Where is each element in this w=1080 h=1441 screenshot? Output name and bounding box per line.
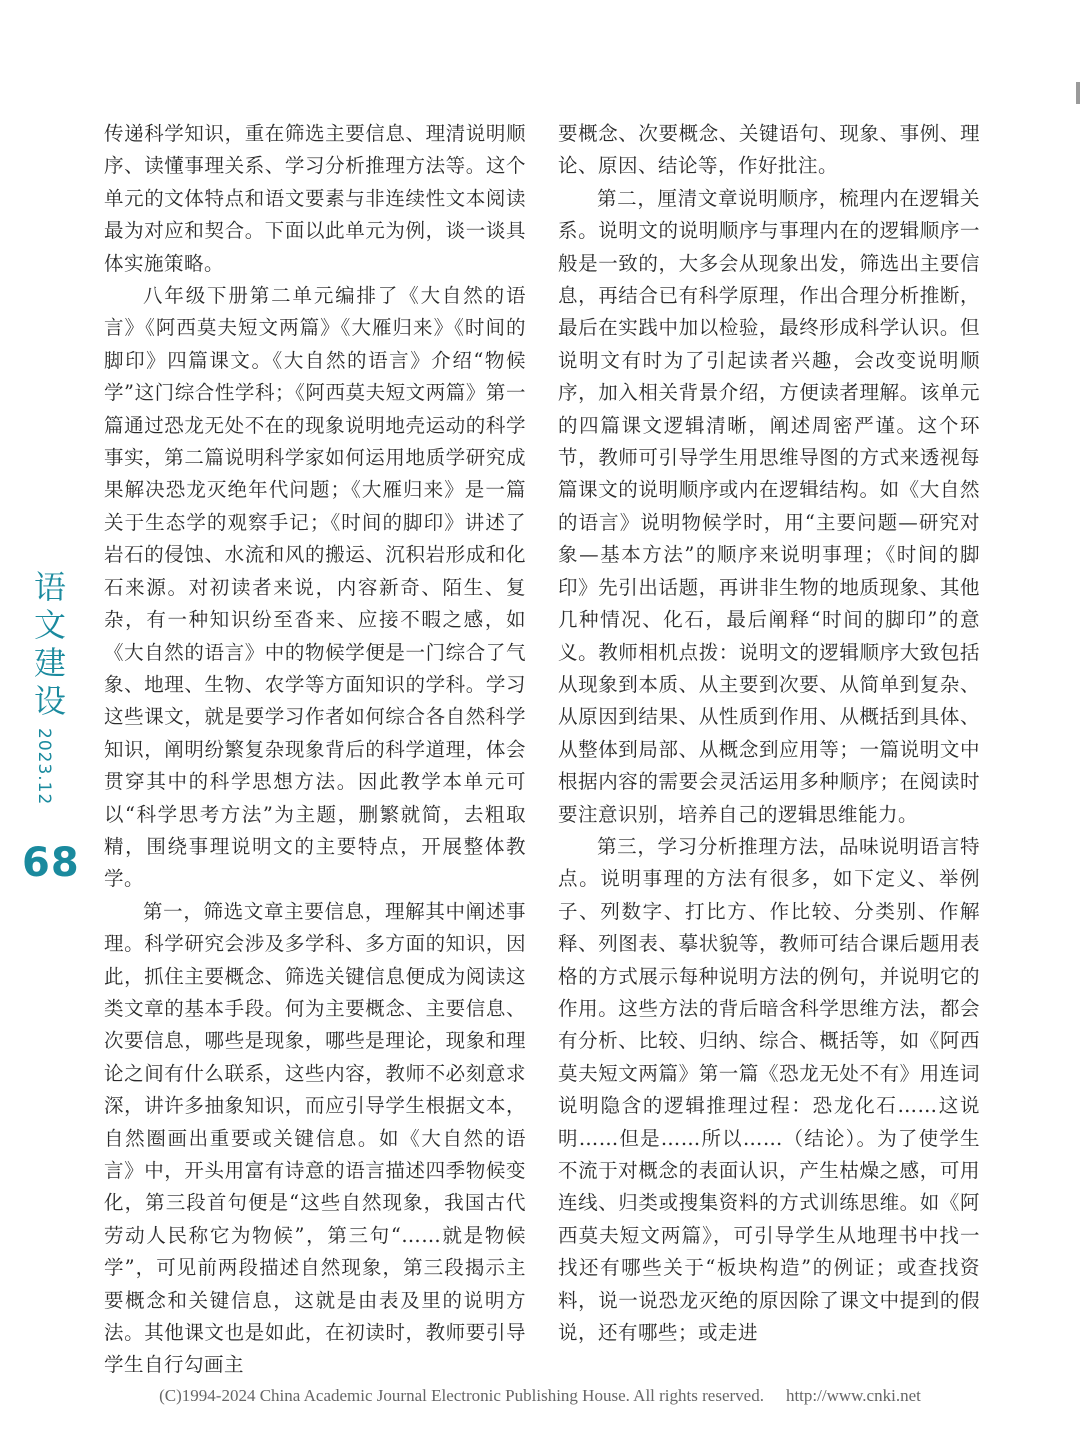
left-column: [104, 118, 526, 1382]
paragraph-unit-overview: 八年级下册第二单元编排了《大自然的语言》《阿西莫夫短文两篇》《大雁归来》《时间的脚印》四篇课文。《大自然的语言》介绍“物候学”这门综合性学科；《阿西莫夫短文两篇》第一篇通过恐龙无处不在的现象说明地壳运动的科学事实，第二篇说明科学家如何运用地质学研究成果解决恐龙灭绝年代问题；《大雁归来》是一篇关于生态学的观察手记；《时间的脚印》讲述了岩石的侵蚀、水流和风的搬运、沉积岩形成和化石来源。对初读者来说，内容新奇、陌生、复杂，有一种知识纷至沓来、应接不暇之感，如《大自然的语言》中的物候学便是一门综合了气象、地理、生物、农学等方面知识的学科。学习这些课文，就是要学习作者如何综合各自然科学知识，阐明纷繁复杂现象背后的科学道理，体会贯穿其中的科学思想方法。因此教学本单元可以“科学思考方法”为主题，删繁就简，去粗取精，围绕事理说明文的主要特点，开展整体教学。: [104, 284, 526, 891]
copyright-text: (C)1994-2024 China Academic Journal Electronic Publishing House. All rights reserved.: [159, 1386, 764, 1405]
copyright-footer: [0, 1386, 1080, 1406]
paragraph-strategy-three: 第三，学习分析推理方法，品味说明语言特点。说明事理的方法有很多，如下定义、举例子、列数字、打比方、作比较、分类别、作解释、列图表、摹状貌等，教师可结合课后题用表格的方式展示每种说明方法的例句，并说明它的作用。这些方法的背后暗含科学思维方法，都会有分析、比较、归纳、综合、概括等，如《阿西莫夫短文两篇》第一篇《恐龙无处不有》用连词说明隐含的逻辑推理过程：恐龙化石……这说明……但是……所以……（结论）。为了使学生不流于对概念的表面认识，产生枯燥之感，可用连线、归类或搜集资料的方式训练思维。如《阿西莫夫短文两篇》，可引导学生从地理书中找一找还有哪些关于“板块构造”的例证；或查找资料，说一说恐龙灭绝的原因除了课文中提到的假说，还有哪些；或走进: [558, 834, 980, 1345]
page-edge-mark: [1076, 82, 1080, 104]
paragraph-continued: 传递科学知识，重在筛选主要信息、理清说明顺序、读懂事理关系、学习分析推理方法等。这个单元的文体特点和语文要素与非连续性文本阅读最为对应和契合。下面以此单元为例，谈一谈具体实施策略。: [104, 122, 526, 275]
page-number: 68: [22, 840, 80, 886]
paragraph-strategy-one: 第一，筛选文章主要信息，理解其中阐述事理。科学研究会涉及多学科、多方面的知识，因此，抓住主要概念、筛选关键信息便成为阅读这类文章的基本手段。何为主要概念、主要信息、次要信息，哪些是现象，哪些是理论，现象和理论之间有什么联系，这些内容，教师不必刻意求深，讲许多抽象知识，而应引导学生根据文本，自然圈画出重要或关键信息。如《大自然的语言》中，开头用富有诗意的语言描述四季物候变化，第三段首句便是“这些自然现象，我国古代劳动人民称它为物候”，第三句“……就是物候学”，可见前两段描述自然现象，第三段揭示主要概念和关键信息，这就是由表及里的说明方法。其他课文也是如此，在初读时，教师要引导学生自行勾画主: [104, 899, 526, 1377]
paragraph-strategy-two: 第二，厘清文章说明顺序，梳理内在逻辑关系。说明文的说明顺序与事理内在的逻辑顺序一般是一致的，大多会从现象出发，筛选出主要信息，再结合已有科学原理，作出合理分析推断，最后在实践中加以检验，最终形成科学认识。但说明文有时为了引起读者兴趣，会改变说明顺序，加入相关背景介绍，方便读者理解。该单元的四篇课文逻辑清晰，阐述周密严谨。这个环节，教师可引导学生用思维导图的方式来透视每篇课文的说明顺序或内在逻辑结构。如《大自然的语言》说明物候学时，用“主要问题—研究对象—基本方法”的顺序来说明事理；《时间的脚印》先引出话题，再讲非生物的地质现象、其他几种情况、化石，最后阐释“时间的脚印”的意义。教师相机点拨：说明文的逻辑顺序大致包括从现象到本质、从主要到次要、从简单到复杂、从原因到结果、从性质到作用、从概括到具体、从整体到局部、从概念到应用等；一篇说明文中根据内容的需要会灵活运用多种顺序；在阅读时要注意识别，培养自己的逻辑思维能力。: [558, 186, 980, 826]
right-column: [558, 118, 980, 1349]
paragraph-continued: 要概念、次要概念、关键语句、现象、事例、理论、原因、结论等，作好批注。: [558, 122, 980, 178]
journal-name: 语文建设: [29, 570, 67, 722]
cnki-url[interactable]: http://www.cnki.net: [785, 1386, 921, 1405]
issue-date: 2023.12: [34, 728, 54, 806]
